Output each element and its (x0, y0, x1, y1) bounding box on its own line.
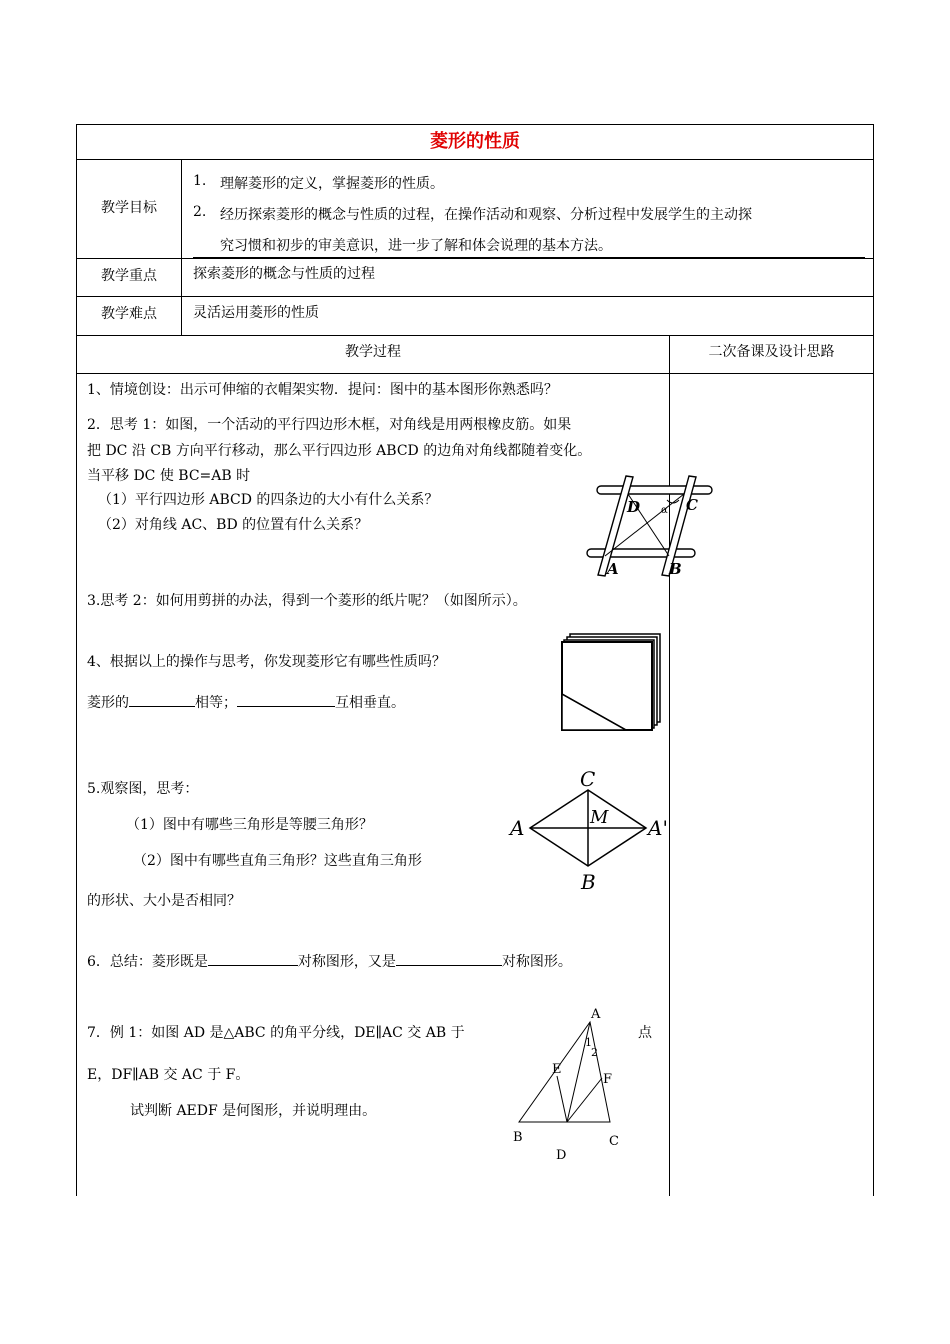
triangle-label-e: E (552, 1062, 562, 1077)
goal-2-text: 经历探索菱形的概念与性质的过程，在操作活动和观察、分析过程中发展学生的主动探 (220, 207, 752, 223)
step-4-fill (87, 692, 405, 712)
frame-label-c: C (686, 496, 698, 514)
row-divider-goals (76, 258, 874, 259)
rhombus-figure (508, 765, 670, 897)
step-6-suffix: 对称图形。 (501, 954, 572, 970)
frame-top-stick (597, 486, 712, 494)
step-4-text: 4、根据以上的操作与思考，你发现菱形它有哪些性质吗？ (87, 654, 446, 670)
blank-symmetry-2[interactable] (396, 951, 502, 966)
rhombus-label-a: A (510, 816, 525, 840)
example-1-line-2: E，DF∥AB 交 AC 于 F。 (87, 1067, 250, 1083)
step-2-line-1: 2．思考 1：如图，一个活动的平行四边形木框，对角线是用两根橡皮筋。如果 (87, 417, 572, 433)
step-2-question-2: （2）对角线 AC、BD 的位置有什么关系？ (98, 517, 369, 533)
example-1-line-1: 7．例 1：如图 AD 是△ABC 的角平分线，DE∥AC 交 AB 于 (87, 1025, 465, 1041)
step-2-question-1: （1）平行四边形 ABCD 的四条边的大小有什么关系？ (98, 492, 439, 508)
step-6-text (87, 951, 572, 971)
frame-label-a: A (607, 560, 619, 578)
triangle-label-c: C (609, 1134, 619, 1149)
difficulty-label: 教学难点 (101, 306, 157, 322)
step-5-text: 5.观察图，思考： (87, 781, 199, 797)
step-2-line-2: 把 DC 沿 CB 方向平行移动，那么平行四边形 ABCD 的边角对角线都随着变化。 (87, 443, 592, 459)
process-column-header: 教学过程 (345, 344, 401, 360)
goals-label: 教学目标 (101, 200, 157, 216)
page-title: 菱形的性质 (430, 131, 520, 152)
triangle-label-d: D (556, 1148, 567, 1163)
difficulty-text: 灵活运用菱形的性质 (193, 305, 319, 321)
step-3-text: 3.思考 2：如何用剪拼的办法，得到一个菱形的纸片呢？（如图所示）。 (87, 593, 527, 609)
row-divider-difficulty (76, 335, 874, 336)
triangle-label-a: A (591, 1007, 601, 1022)
goal-2-number: 2. (193, 204, 207, 220)
triangle-angle-1: 1 (585, 1036, 592, 1049)
triangle-bisector-figure (505, 1004, 635, 1164)
step-4-fill-prefix: 菱形的 (87, 695, 129, 711)
table-border-right (873, 124, 874, 1196)
example-1-line-3: 试判断 AEDF 是何图形，并说明理由。 (130, 1103, 377, 1119)
blank-sides[interactable] (129, 692, 195, 707)
blank-diagonals[interactable] (237, 692, 335, 707)
rhombus-label-c: C (580, 767, 596, 791)
goal-2-continuation: 究习惯和初步的审美意识，进一步了解和体会说理的基本方法。 (220, 238, 612, 254)
goal-1-text: 理解菱形的定义，掌握菱形的性质。 (220, 176, 444, 192)
step-4-fill-middle: 相等； (195, 695, 237, 711)
parallelogram-frame-figure (585, 472, 715, 580)
key-label: 教学重点 (101, 268, 157, 284)
frame-label-alpha: α (661, 505, 668, 516)
rhombus-label-a-prime: A' (648, 816, 668, 840)
key-text: 探索菱形的概念与性质的过程 (193, 266, 375, 282)
step-5-question-2-continuation: 的形状、大小是否相同？ (87, 893, 241, 909)
step-1-text: 1、情境创设：出示可伸缩的衣帽架实物．提问：图中的基本图形你熟悉吗？ (87, 382, 558, 398)
blank-symmetry-1[interactable] (208, 951, 298, 966)
example-1-point-word: 点 (638, 1025, 652, 1041)
frame-label-d: D (627, 498, 641, 516)
label-column-divider (181, 159, 182, 336)
paper-cutting-figure (560, 632, 664, 734)
triangle-angle-2: 2 (591, 1046, 598, 1059)
notes-column-header: 二次备课及设计思路 (708, 344, 835, 360)
rhombus-label-b: B (581, 870, 596, 894)
rhombus-label-m: M (590, 807, 609, 828)
goal-1-number: 1. (193, 173, 207, 189)
step-6-prefix: 6．总结：菱形既是 (87, 954, 208, 970)
step-5-question-1: （1）图中有哪些三角形是等腰三角形？ (126, 817, 373, 833)
step-6-middle: 对称图形，又是 (297, 954, 396, 970)
triangle-label-b: B (513, 1130, 523, 1145)
row-divider-title (76, 159, 874, 160)
step-5-question-2: （2）图中有哪些直角三角形？这些直角三角形 (133, 853, 422, 869)
triangle-label-f: F (603, 1072, 613, 1087)
step-2-line-3: 当平移 DC 使 BC=AB 时 (87, 468, 251, 484)
frame-label-b: B (669, 560, 682, 578)
row-divider-key (76, 296, 874, 297)
row-divider-columns (76, 373, 874, 374)
step-4-fill-suffix: 互相垂直。 (335, 695, 405, 711)
